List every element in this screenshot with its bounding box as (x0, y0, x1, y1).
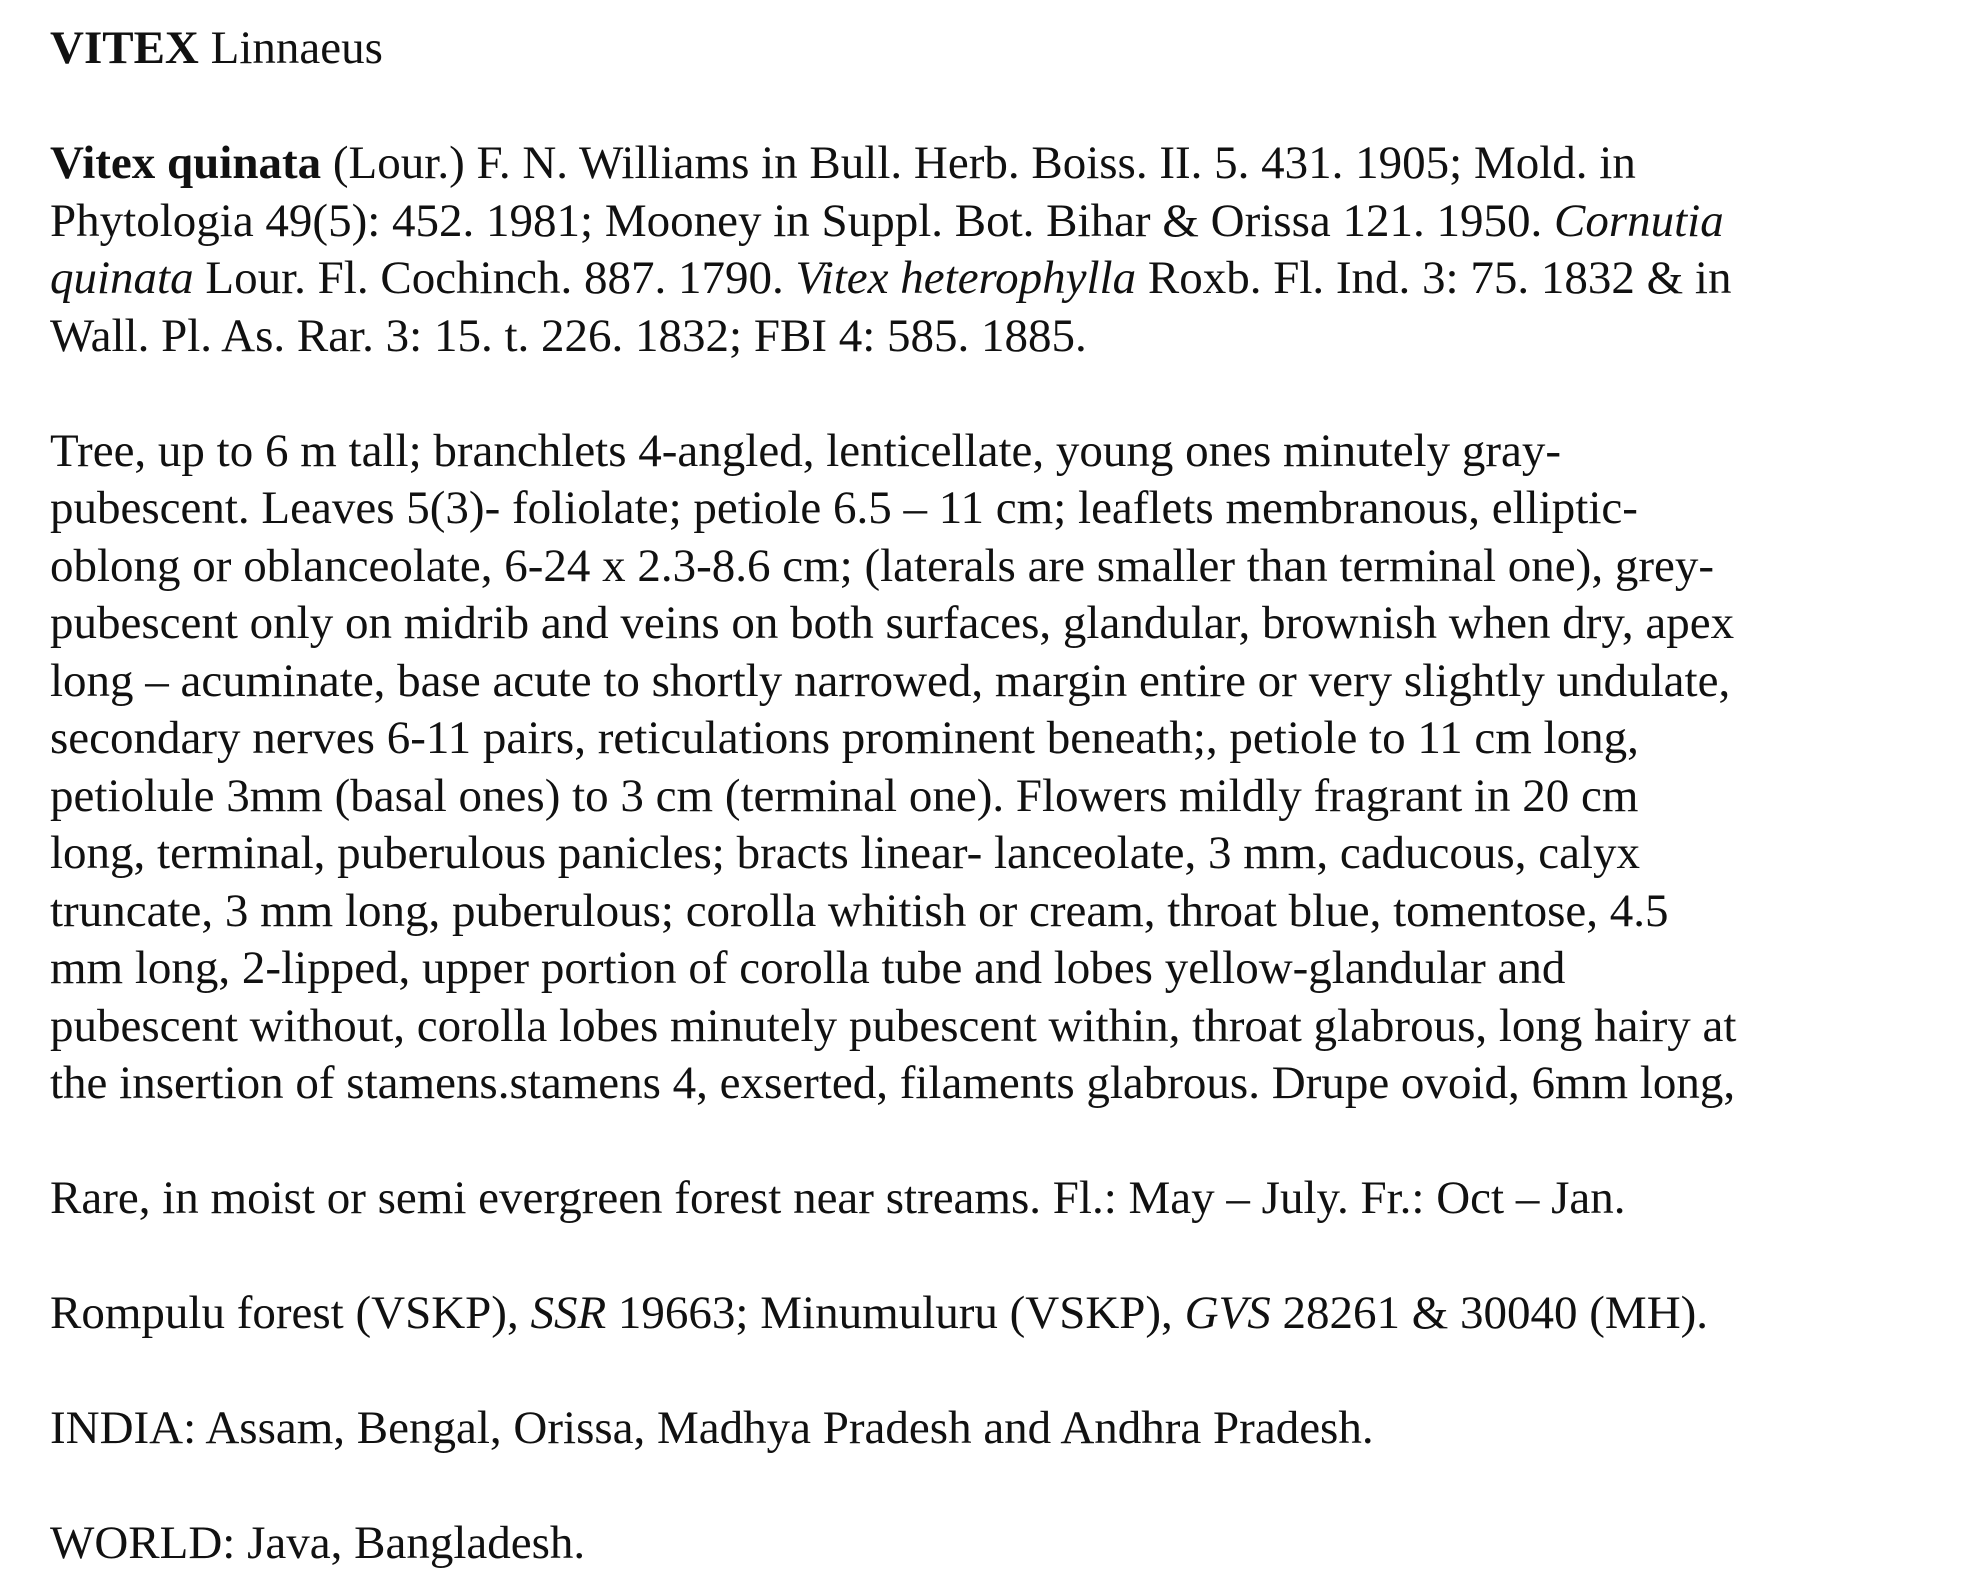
citation-line (50, 250, 1920, 308)
text-run: Roxb. Fl. Ind. 3: 75. 1832 & in (1136, 252, 1732, 304)
species-description (50, 423, 1920, 1113)
description-line: petiolule 3mm (basal ones) to 3 cm (terminal one). Flowers mildly fragrant in 20 cm (50, 769, 1639, 822)
text-run: Phytologia 49(5): 452. 1981; Mooney in Suppl. Bot. Bihar & Orissa 121. 1950. (50, 194, 1554, 247)
text-run: (Lour.) F. N. Williams in Bull. Herb. Boiss. II. 5. 431. 1905; Mold. in (332, 137, 1636, 189)
description-line: pubescent without, corolla lobes minutely pubescent within, throat glabrous, long hairy at (50, 999, 1737, 1052)
genus-author: Linnaeus (210, 22, 383, 74)
citation-line (50, 193, 1920, 251)
species-citation (50, 135, 1920, 365)
description-line: oblong or oblanceolate, 6-24 x 2.3-8.6 cm; (laterals are smaller than terminal one), grey- (50, 539, 1714, 592)
italic-text: SSR (530, 1287, 607, 1339)
genus-name: VITEX (50, 22, 199, 74)
specimen-citations (50, 1285, 1920, 1343)
description-line: Tree, up to 6 m tall; branchlets 4-angled, lenticellate, young ones minutely gray- (50, 424, 1562, 477)
text-run: Wall. Pl. As. Rar. 3: 15. t. 226. 1832; FBI 4: 585. 1885. (50, 309, 1087, 362)
text-run: 28261 & 30040 (MH). (1270, 1287, 1709, 1339)
document-page (50, 20, 1920, 1573)
text-run: Lour. Fl. Cochinch. 887. 1790. (193, 252, 796, 304)
italic-text: Cornutia (1553, 194, 1724, 247)
description-line: the insertion of stamens.stamens 4, exserted, filaments glabrous. Drupe ovoid, 6mm long, (50, 1057, 1736, 1109)
italic-text: GVS (1184, 1287, 1271, 1339)
description-line: pubescent only on midrib and veins on both surfaces, glandular, brownish when dry, apex (50, 597, 1735, 649)
distribution-india: INDIA: Assam, Bengal, Orissa, Madhya Pradesh and Andhra Pradesh. (50, 1402, 1374, 1454)
description-line: secondary nerves 6-11 pairs, reticulations prominent beneath;, petiole to 11 cm long, (50, 712, 1639, 764)
distribution-world: WORLD: Java, Bangladesh. (50, 1517, 586, 1569)
phenology-note: Rare, in moist or semi evergreen forest near streams. Fl.: May – July. Fr.: Oct – Jan. (50, 1172, 1626, 1224)
text-run: Rompulu forest (VSKP), (50, 1287, 531, 1339)
species-name: Vitex quinata (50, 137, 322, 189)
text-run: 19663; Minumuluru (VSKP), (606, 1287, 1185, 1339)
citation-line (50, 308, 1920, 366)
description-line: long – acuminate, base acute to shortly narrowed, margin entire or very slightly undulate, (50, 654, 1731, 707)
description-line: truncate, 3 mm long, puberulous; corolla whitish or cream, throat blue, tomentose, 4.5 (50, 884, 1669, 937)
description-line: pubescent. Leaves 5(3)- foliolate; petiole 6.5 – 11 cm; leaflets membranous, elliptic- (50, 482, 1638, 534)
citation-line (50, 135, 1920, 193)
genus-heading (50, 20, 1920, 78)
italic-text: quinata (50, 252, 194, 304)
italic-text: Vitex heterophylla (795, 252, 1137, 304)
description-line: mm long, 2-lipped, upper portion of corolla tube and lobes yellow-glandular and (50, 942, 1566, 994)
description-line: long, terminal, puberulous panicles; bracts linear- lanceolate, 3 mm, caducous, calyx (50, 827, 1640, 879)
